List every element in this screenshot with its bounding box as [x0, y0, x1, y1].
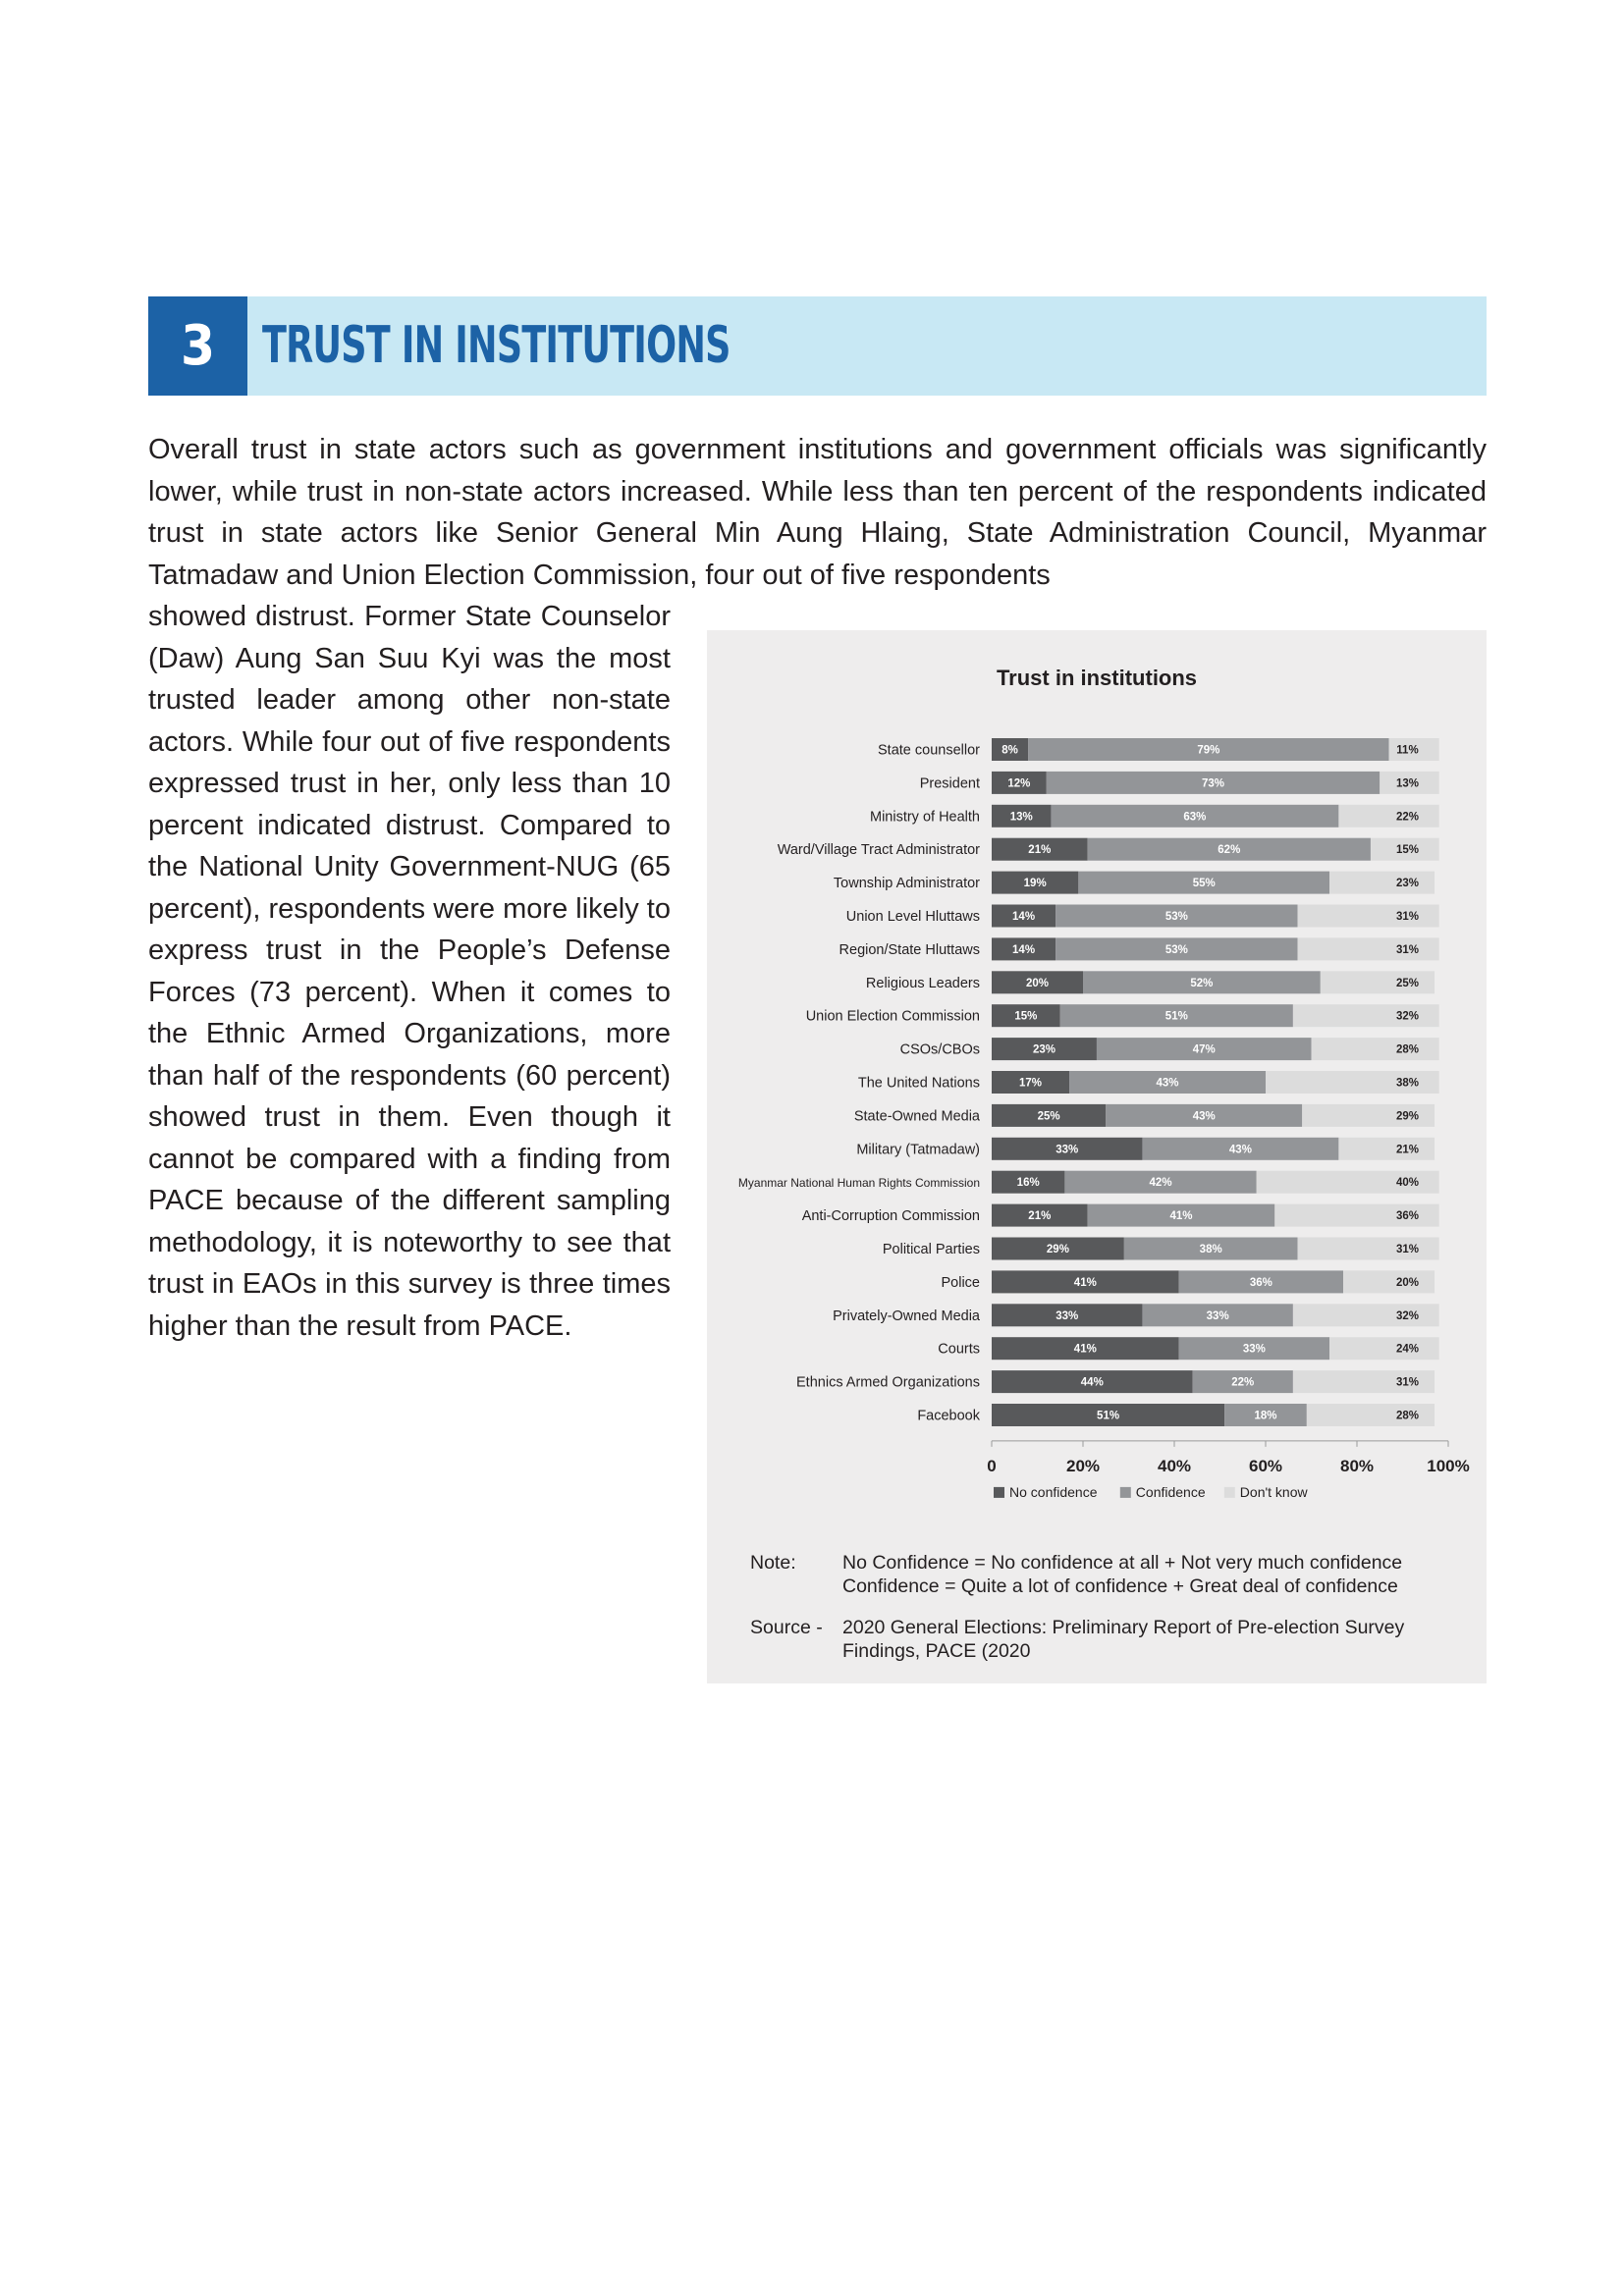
- data-label: 51%: [1097, 1410, 1120, 1422]
- category-label: CSOs/CBOs: [899, 1041, 980, 1058]
- data-label: 25%: [1037, 1110, 1060, 1123]
- data-label: 40%: [1395, 1177, 1420, 1190]
- category-label: Facebook: [917, 1408, 980, 1424]
- category-label: Privately-Owned Media: [833, 1308, 980, 1324]
- category-label: Ward/Village Tract Administrator: [777, 842, 980, 859]
- data-label: 42%: [1149, 1177, 1172, 1190]
- category-label: Union Election Commission: [805, 1008, 980, 1025]
- category-label: Region/State Hluttaws: [839, 941, 980, 958]
- data-label: 52%: [1190, 977, 1214, 989]
- category-label: Military (Tatmadaw): [856, 1142, 980, 1158]
- data-label: 41%: [1073, 1343, 1097, 1356]
- category-label: Union Level Hluttaws: [845, 909, 980, 925]
- legend-label: Don't know: [1239, 1483, 1308, 1500]
- note-line: No Confidence = No confidence at all + Not very much confidence: [842, 1552, 1403, 1574]
- bar-segment-don-t-know: [1329, 1337, 1439, 1360]
- legend-label: No confidence: [1009, 1483, 1098, 1500]
- data-label: 33%: [1056, 1144, 1079, 1156]
- legend-label: Confidence: [1135, 1483, 1206, 1500]
- x-tick-label: 20%: [1065, 1456, 1101, 1475]
- chart-source: [750, 1616, 1477, 1665]
- category-label: Courts: [938, 1341, 980, 1358]
- data-label: 8%: [1001, 744, 1018, 757]
- category-label: Ministry of Health: [869, 809, 980, 826]
- source-line: 2020 General Elections: Preliminary Report of Pre-election Survey: [842, 1617, 1405, 1638]
- data-label: 32%: [1395, 1309, 1420, 1322]
- data-label: 44%: [1080, 1376, 1104, 1389]
- data-label: 53%: [1164, 943, 1188, 956]
- x-tick-label: 40%: [1157, 1456, 1192, 1475]
- data-label: 43%: [1228, 1144, 1252, 1156]
- bar-segment-don-t-know: [1338, 805, 1438, 828]
- chart-note: [750, 1551, 1477, 1600]
- data-label: 21%: [1395, 1144, 1420, 1156]
- category-label: Myanmar National Human Rights Commission: [737, 1176, 980, 1191]
- section-header: [148, 296, 1487, 396]
- data-label: 53%: [1164, 911, 1188, 923]
- data-label: 13%: [1395, 777, 1420, 790]
- category-label: State-Owned Media: [853, 1108, 980, 1125]
- data-label: 23%: [1032, 1043, 1056, 1056]
- data-label: 20%: [1395, 1276, 1420, 1289]
- data-label: 62%: [1218, 844, 1241, 857]
- note-line: Confidence = Quite a lot of confidence + Great deal of confidence: [842, 1575, 1398, 1597]
- category-label: The United Nations: [857, 1075, 980, 1092]
- stacked-bar-chart: [707, 630, 1487, 1683]
- category-label: Anti-Corruption Commission: [801, 1208, 980, 1225]
- data-label: 18%: [1254, 1410, 1277, 1422]
- data-label: 43%: [1156, 1077, 1179, 1090]
- x-tick-label: 100%: [1427, 1456, 1470, 1475]
- legend-swatch: [994, 1487, 1004, 1498]
- data-label: 28%: [1395, 1410, 1420, 1422]
- data-label: 79%: [1197, 744, 1220, 757]
- note-label: Note:: [750, 1552, 796, 1574]
- data-label: 43%: [1192, 1110, 1216, 1123]
- legend-swatch: [1120, 1487, 1131, 1498]
- data-label: 29%: [1395, 1110, 1420, 1123]
- data-label: 13%: [1009, 811, 1033, 824]
- x-tick-label: 80%: [1339, 1456, 1375, 1475]
- source-line: Findings, PACE (2020: [842, 1640, 1031, 1662]
- intro-paragraph: Overall trust in state actors such as government institutions and government officials was significantly lower, while trust in non-state actors increased. While less than ten percent of the respondents indicated trust in state actors like Senior General Min Aung Hlaing, State Administration Council, Myanmar Tatmadaw and Union Election Commission, four out of five respondents: [148, 434, 1487, 591]
- category-label: Township Administrator: [833, 876, 980, 892]
- data-label: 31%: [1395, 1376, 1420, 1389]
- data-label: 15%: [1014, 1010, 1038, 1023]
- data-label: 14%: [1012, 911, 1036, 923]
- chart-title: Trust in institutions: [996, 666, 1198, 690]
- data-label: 16%: [1016, 1177, 1040, 1190]
- data-label: 36%: [1249, 1276, 1272, 1289]
- data-label: 28%: [1395, 1043, 1420, 1056]
- data-label: 15%: [1395, 844, 1420, 857]
- category-label: President: [919, 775, 980, 792]
- data-label: 31%: [1395, 1244, 1420, 1255]
- data-label: 11%: [1396, 744, 1419, 757]
- data-label: 38%: [1199, 1244, 1222, 1255]
- source-label: Source -: [750, 1617, 823, 1638]
- data-label: 19%: [1023, 878, 1047, 890]
- data-label: 41%: [1073, 1276, 1097, 1289]
- data-label: 23%: [1395, 878, 1420, 890]
- data-label: 36%: [1395, 1210, 1420, 1223]
- data-label: 51%: [1164, 1010, 1188, 1023]
- data-label: 29%: [1046, 1244, 1069, 1255]
- data-label: 33%: [1242, 1343, 1266, 1356]
- category-label: State counsellor: [878, 742, 980, 759]
- data-label: 38%: [1395, 1077, 1420, 1090]
- data-label: 32%: [1395, 1010, 1420, 1023]
- data-label: 12%: [1007, 777, 1031, 790]
- data-label: 22%: [1395, 811, 1420, 824]
- legend-swatch: [1224, 1487, 1235, 1498]
- data-label: 31%: [1395, 943, 1420, 956]
- data-label: 55%: [1192, 878, 1216, 890]
- category-label: Police: [941, 1274, 980, 1291]
- bar-segment-don-t-know: [1312, 1038, 1439, 1060]
- data-label: 22%: [1231, 1376, 1255, 1389]
- data-label: 31%: [1395, 911, 1420, 923]
- data-label: 25%: [1395, 977, 1420, 989]
- data-label: 24%: [1395, 1343, 1420, 1356]
- data-label: 63%: [1183, 811, 1207, 824]
- data-label: 47%: [1192, 1043, 1216, 1056]
- category-label: Religious Leaders: [865, 975, 980, 991]
- x-tick-label: 0: [987, 1456, 997, 1475]
- chart-figure: [707, 630, 1487, 1683]
- section-number: 3: [148, 296, 247, 396]
- category-label: Political Parties: [882, 1242, 980, 1257]
- data-label: 33%: [1206, 1309, 1229, 1322]
- section-title: TRUST IN INSTITUTIONS: [262, 316, 731, 375]
- data-label: 73%: [1202, 777, 1225, 790]
- x-tick-label: 60%: [1248, 1456, 1283, 1475]
- data-label: 41%: [1169, 1210, 1193, 1223]
- bar-segment-don-t-know: [1343, 1270, 1435, 1293]
- bar-segment-don-t-know: [1338, 1138, 1435, 1160]
- data-label: 14%: [1012, 943, 1036, 956]
- column-paragraph: showed distrust. Former State Counselor (Daw) Aung San Suu Kyi was the most trusted leader among other non-state actors. While four out of five respondents expressed trust in her, only less than 10 percent indicated distrust. Compared to the National Unity Government-NUG (65 percent), respondents were more likely to express trust in the People’s Defense Forces (73 percent). When it comes to the Ethnic Armed Organizations, more than half of the respondents (60 percent) showed trust in them. Even though it cannot be compared with a finding from PACE because of the different sampling methodology, it is noteworthy to see that trust in EAOs in this survey is three times higher than the result from PACE.: [148, 601, 671, 1342]
- data-label: 21%: [1028, 1210, 1052, 1223]
- data-label: 33%: [1056, 1309, 1079, 1322]
- data-label: 21%: [1028, 844, 1052, 857]
- data-label: 17%: [1019, 1077, 1043, 1090]
- data-label: 20%: [1025, 977, 1050, 989]
- category-label: Ethnics Armed Organizations: [796, 1374, 980, 1391]
